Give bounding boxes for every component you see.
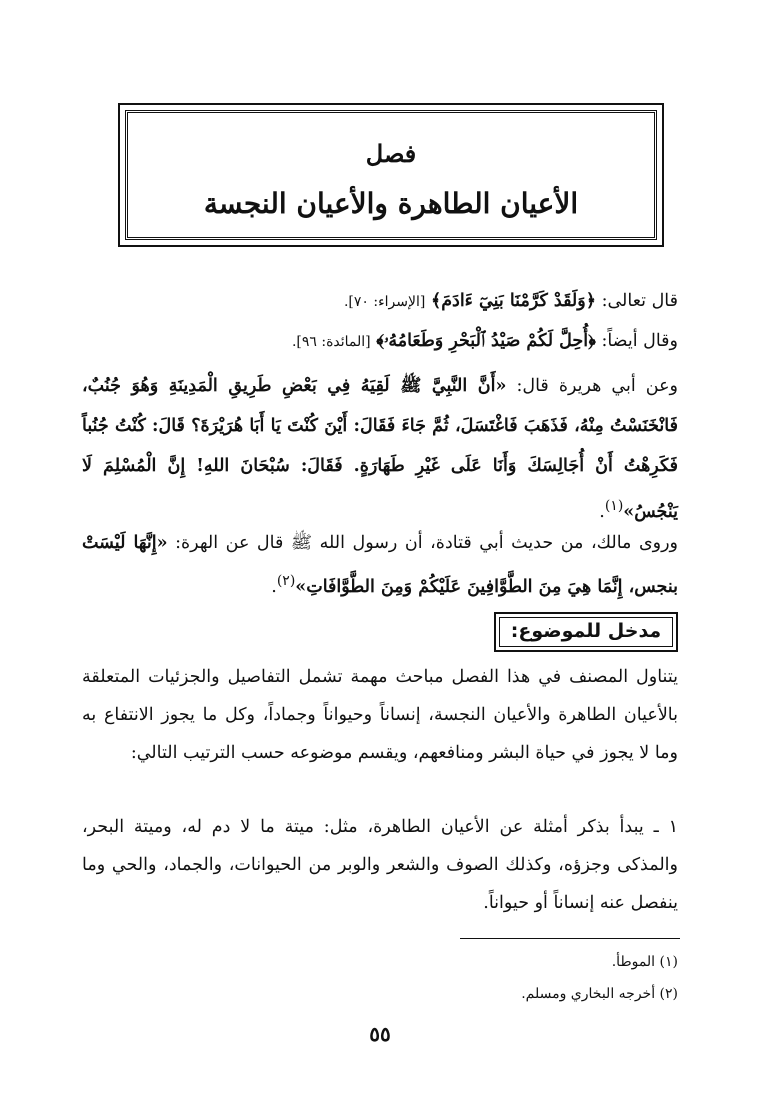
hadith-2-text: «إِنَّهَا لَيْسَتْ بنجس، إِنَّمَا هِيَ مِنَ الطَّوَّافِينَ عَلَيْكُمْ وَمِنَ الطَّوَّافَاتِ» bbox=[82, 533, 678, 597]
verse-1-intro: قال تعالى: bbox=[601, 291, 678, 311]
chapter-title-frame bbox=[118, 103, 664, 247]
verse-1 bbox=[82, 282, 678, 321]
verse-1-reference: [الإسراء: ٧٠]. bbox=[343, 294, 426, 310]
footnote-1: (١) الموطأ. bbox=[611, 954, 678, 970]
section-heading: مدخل للموضوع: bbox=[510, 620, 662, 642]
hadith-1-text: «أَنَّ النَّبِيَّ ﷺ لَقِيَهُ فِي بَعْضِ طَرِيقِ الْمَدِينَةِ وَهُوَ جُنُبٌ، فَانْخَنَسْتُ مِنْهُ، فَذَهَبَ فَاغْتَسَلَ، ثُمَّ جَاءَ فَقَالَ: أَيْنَ كُنْتَ يَا أَبَا هُرَيْرَةَ؟ قَالَ: كُنْتُ جُنُباً فَكَرِهْتُ أَنْ أُجَالِسَكَ وَأَنَا عَلَى غَيْرِ طَهَارَةٍ. فَقَالَ: سُبْحَانَ اللهِ! إِنَّ الْمُسْلِمَ لَا يَنْجُسُ» bbox=[82, 376, 678, 522]
verse-2 bbox=[82, 322, 678, 361]
page-number: ٥٥ bbox=[369, 1022, 391, 1046]
footnote-2: (٢) أخرجه البخاري ومسلم. bbox=[521, 986, 678, 1002]
verse-2-quote: ﴿أُحِلَّ لَكُمْ صَيْدُ ٱلْبَحْرِ وَطَعَامُهُۥ﴾ bbox=[376, 331, 596, 351]
footnote-marker-2: (٢) bbox=[276, 573, 296, 589]
footnote-divider bbox=[460, 938, 680, 939]
verse-1-quote: ﴿وَلَقَدْ كَرَّمْنَا بَنِيٓ ءَادَمَ﴾ bbox=[430, 291, 596, 311]
hadith-2-intro: وروى مالك، من حديث أبي قتادة، أن رسول الله ﷺ قال عن الهرة: bbox=[175, 533, 678, 553]
hadith-abu-hurayra bbox=[82, 366, 678, 532]
chapter-label: فصل bbox=[365, 139, 417, 168]
hadith-2-end: . bbox=[271, 576, 277, 597]
chapter-title-inner bbox=[120, 105, 662, 245]
verse-2-reference: [المائدة: ٩٦]. bbox=[291, 334, 371, 350]
footnote-marker-1: (١) bbox=[604, 498, 624, 514]
hadith-abu-qatada bbox=[82, 524, 678, 606]
verse-2-intro: وقال أيضاً: bbox=[601, 331, 678, 351]
section-heading-box bbox=[494, 612, 678, 652]
chapter-title: الأعيان الطاهرة والأعيان النجسة bbox=[203, 187, 579, 220]
hadith-1-end: . bbox=[599, 501, 605, 522]
list-item-1: ١ ـ يبدأ بذكر أمثلة عن الأعيان الطاهرة، مثل: ميتة ما لا دم له، وميتة البحر، والمذكى وجزؤه، وكذلك الصوف والشعر والوبر من الحيوانات، والجماد، والحي وما ينفصل عنه إنساناً أو حيواناً. bbox=[82, 817, 678, 913]
hadith-1-intro: وعن أبي هريرة قال: bbox=[516, 376, 678, 396]
intro-paragraph: يتناول المصنف في هذا الفصل مباحث مهمة تشمل التفاصيل والجزئيات المتعلقة بالأعيان الطاهرة والأعيان النجسة، إنساناً وحيواناً وجماداً، وكل ما يجوز الانتفاع به وما لا يجوز في حياة البشر ومنافعهم، ويقسم موضوعه حسب الترتيب التالي: bbox=[82, 667, 678, 763]
